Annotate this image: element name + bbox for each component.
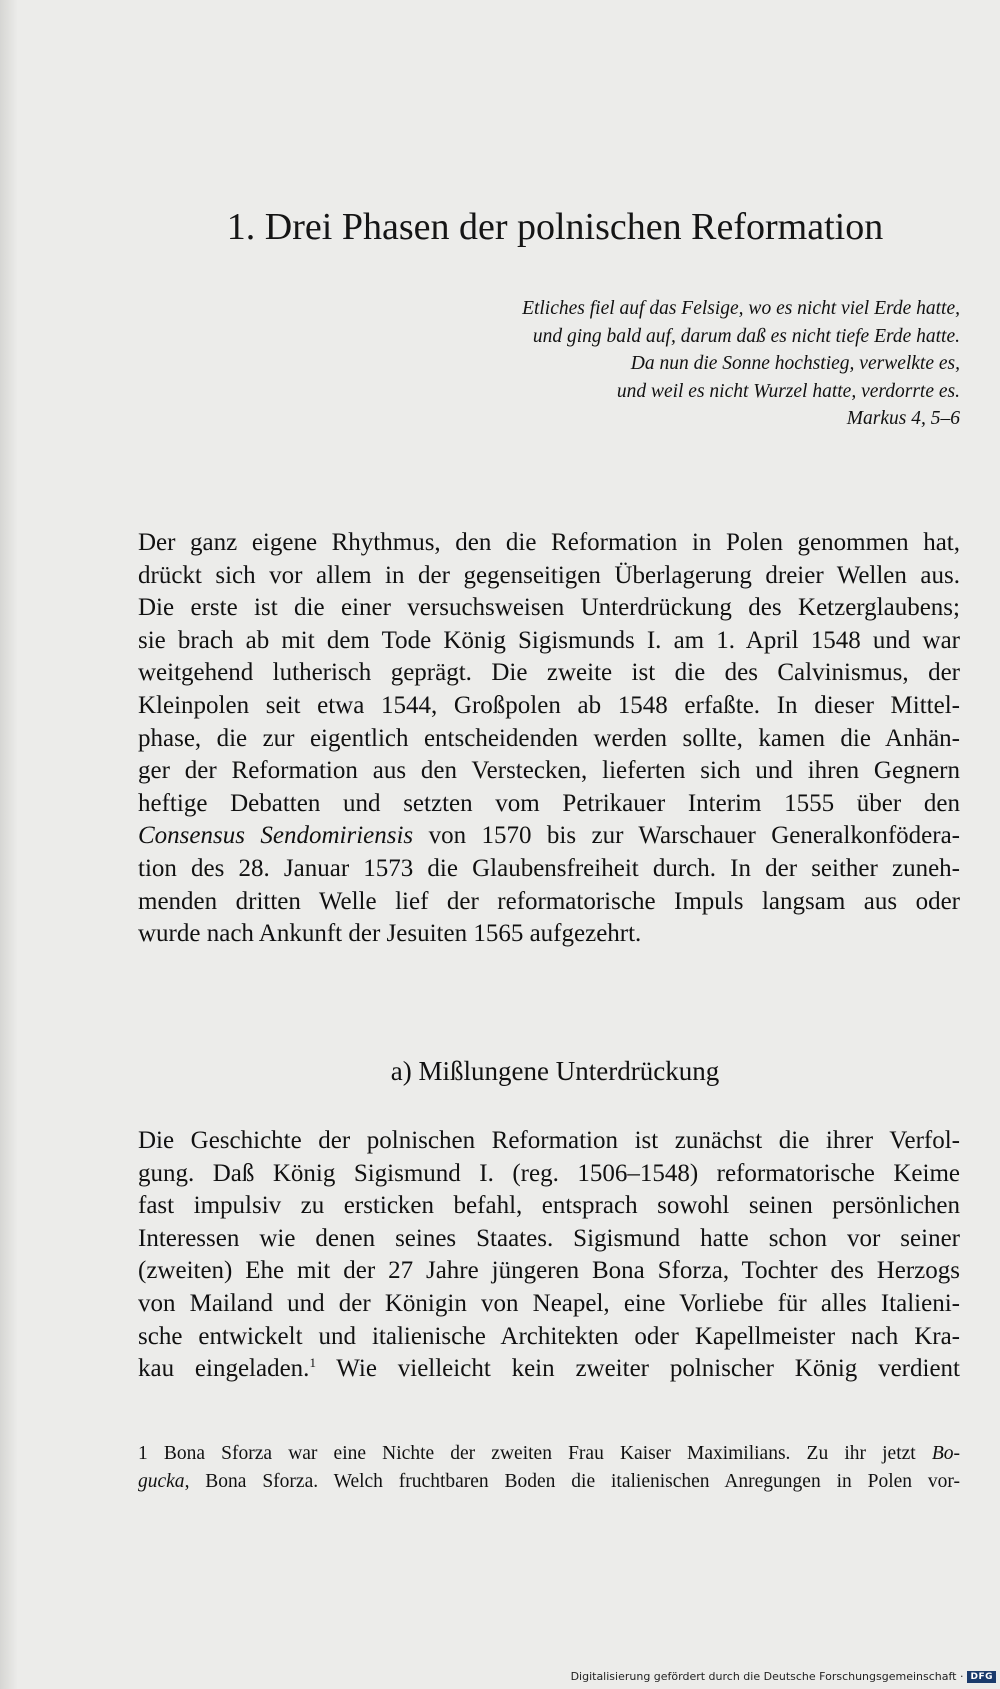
epigraph-source: Markus 4, 5–6 [846, 408, 960, 429]
paragraph-1 [138, 527, 960, 951]
text-line: sie brach ab mit dem Tode König Sigismunds I. am 1. April 1548 und war [138, 626, 960, 654]
text-line: Kleinpolen seit etwa 1544, Großpolen ab 1548 erfaßte. In dieser Mittel- [138, 691, 960, 719]
epigraph-line: Etliches fiel auf das Felsige, wo es nicht viel Erde hatte, [522, 298, 960, 319]
text-line: Die erste ist die einer versuchsweisen Unterdrückung des Ketzerglaubens; [138, 594, 960, 622]
text-segment: von 1570 bis zur Warschauer Generalkonfödera- [413, 822, 960, 850]
footnote-line [138, 1468, 960, 1496]
footnote-number: 1 [138, 1443, 148, 1464]
italic-author: gucka [138, 1471, 185, 1492]
text-line: weitgehend lutherisch geprägt. Die zweite ist die des Calvinismus, der [138, 659, 960, 687]
epigraph-line: und weil es nicht Wurzel hatte, verdorrte es. [616, 380, 960, 402]
chapter-title: 1. Drei Phasen der polnischen Reformation [226, 206, 884, 248]
text-line: phase, die zur eigentlich entscheidenden werden sollte, kamen die Anhän- [138, 724, 960, 752]
banner-text: Digitalisierung gefördert durch die Deutsche Forschungsgemeinschaft · [570, 1670, 964, 1683]
text-line: Der ganz eigene Rhythmus, den die Reformation in Polen genommen hat, [138, 529, 960, 556]
italic-title: Consensus Sendomiriensis [138, 822, 414, 850]
text-line: drückt sich vor allem in der gegenseitigen Überlagerung dreier Wellen aus. [138, 561, 960, 589]
epigraph [340, 295, 960, 433]
section-title: a) Mißlungene Unterdrückung [390, 1056, 720, 1086]
text-segment: Bona Sforza war eine Nichte der zweiten Frau Kaiser Maximilians. Zu ihr jetzt [147, 1443, 932, 1464]
dfg-logo: DFG [967, 1671, 996, 1683]
text-segment: , Bona Sforza. Welch fruchtbaren Boden die italienischen Anregungen in Polen vor- [184, 1471, 960, 1492]
text-line: von Mailand und der Königin von Neapel, eine Vorliebe für alles Italieni- [138, 1289, 960, 1317]
paragraph-2 [138, 1125, 960, 1386]
text-line [138, 1353, 960, 1386]
text-line: gung. Daß König Sigismund I. (reg. 1506–1548) reformatorische Keime [138, 1159, 960, 1187]
footnote [138, 1440, 960, 1496]
text-segment: kau eingeladen. [138, 1355, 310, 1383]
text-line: heftige Debatten und setzten vom Petrikauer Interim 1555 über den [138, 789, 960, 817]
scan-edge-shadow [0, 0, 18, 1689]
epigraph-line: Da nun die Sonne hochstieg, verwelkte es, [630, 353, 960, 374]
footnote-reference[interactable]: 1 [309, 1355, 316, 1371]
text-line: Die Geschichte der polnischen Reformation ist zunächst die ihrer Verfol- [138, 1127, 960, 1154]
text-line: (zweiten) Ehe mit der 27 Jahre jüngeren Bona Sforza, Tochter des Herzogs [138, 1257, 960, 1285]
epigraph-line: und ging bald auf, darum daß es nicht tiefe Erde hatte. [532, 325, 960, 347]
digitization-banner [571, 1670, 996, 1683]
text-line: tion des 28. Januar 1573 die Glaubensfreiheit durch. In der seither zuneh- [138, 854, 960, 882]
text-line: ger der Reformation aus den Verstecken, lieferten sich und ihren Gegnern [138, 757, 960, 785]
italic-author: Bo- [931, 1443, 960, 1464]
text-line: sche entwickelt und italienische Architekten oder Kapellmeister nach Kra- [138, 1322, 960, 1350]
text-line: menden dritten Welle lief der reformatorische Impuls langsam aus oder [138, 887, 960, 915]
text-line: Interessen wie denen seines Staates. Sigismund hatte schon vor seiner [138, 1224, 960, 1252]
text-line: wurde nach Ankunft der Jesuiten 1565 aufgezehrt. [138, 920, 642, 948]
footnote-line [138, 1440, 960, 1468]
text-segment: Wie vielleicht kein zweiter polnischer König verdient [315, 1355, 960, 1383]
text-line [138, 820, 960, 853]
text-line: fast impulsiv zu ersticken befahl, entsprach sowohl seinen persönlichen [138, 1192, 960, 1220]
